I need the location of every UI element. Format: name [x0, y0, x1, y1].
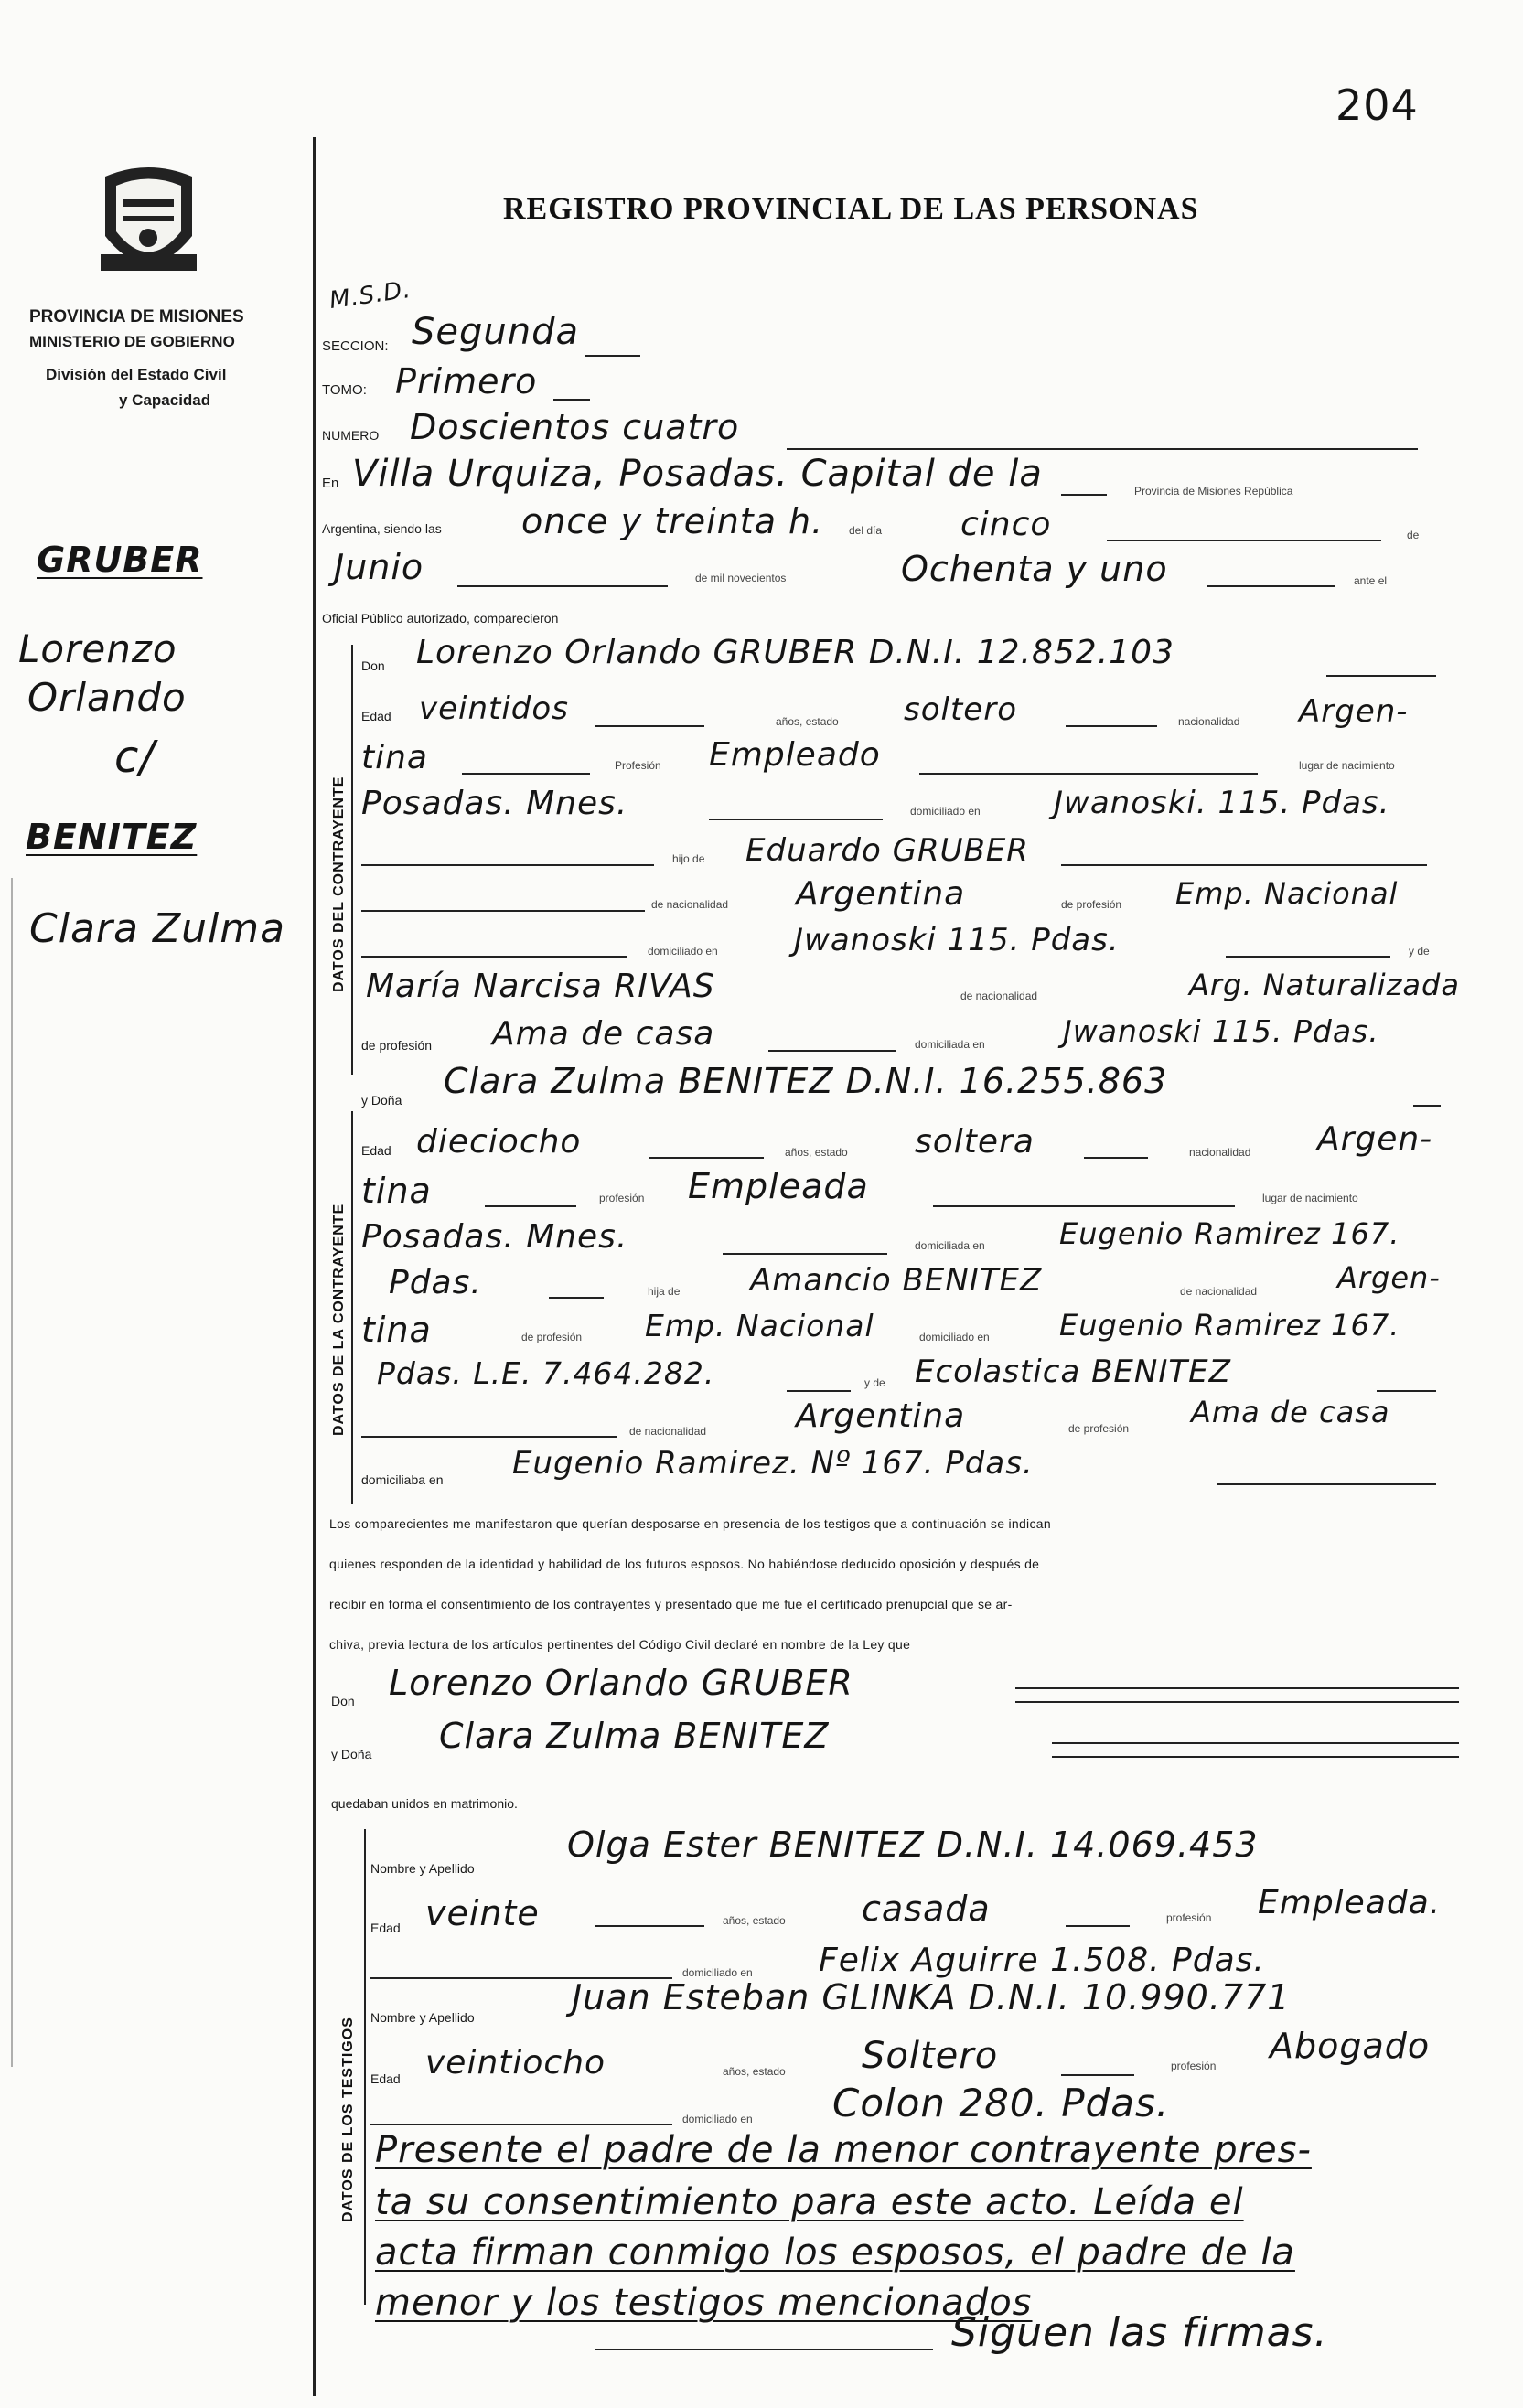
- org-ministry: MINISTERIO DE GOBIERNO: [29, 333, 235, 350]
- estado-label-2: años, estado: [785, 1146, 848, 1159]
- margin-given-1b: Orlando: [27, 675, 187, 720]
- decl-don-name: Lorenzo Orlando GRUBER: [389, 1663, 853, 1703]
- en-label: En: [322, 476, 339, 491]
- contrayenta-side-label: DATOS DE LA CONTRAYENTE: [331, 1203, 347, 1436]
- contrayente-profesion: Empleado: [709, 736, 881, 774]
- numero-label: NUMERO: [322, 428, 380, 443]
- contrayente-padre-nac: Argentina: [796, 875, 966, 913]
- y-de-label: y de: [1409, 945, 1430, 958]
- declaracion-line-2: quienes responden de la identidad y habilidad de los futuros esposos. No habiéndose deducido oposición y después de: [329, 1557, 1040, 1571]
- nota-line-4: menor y los testigos mencionados: [375, 2282, 1033, 2324]
- declaracion-line-1: Los comparecientes me manifestaron que querían desposarse en presencia de los testigos que a continuación se indican: [329, 1516, 1051, 1531]
- contrayente-madre-nac: Arg. Naturalizada: [1189, 968, 1460, 1002]
- contrayenta-edad: dieciocho: [416, 1123, 582, 1161]
- page-number: 204: [1335, 80, 1419, 130]
- contrayente-padre-dom: Jwanoski 115. Pdas.: [794, 922, 1120, 958]
- page-edge-line: [11, 878, 13, 2067]
- tomo-value: Primero: [395, 361, 538, 401]
- provincial-seal: [96, 163, 201, 286]
- contrayenta-madre-dom: Eugenio Ramirez. Nº 167. Pdas.: [512, 1445, 1034, 1482]
- argentina-label: Argentina, siendo las: [322, 521, 442, 536]
- t1-dom: Felix Aguirre 1.508. Pdas.: [819, 1942, 1265, 1979]
- t2-prof-label: profesión: [1171, 2060, 1217, 2072]
- nota-line-1: Presente el padre de la menor contrayente pres-: [375, 2129, 1312, 2171]
- y-de-label-2: y de: [864, 1376, 885, 1389]
- contrayente-nac-a: Argen-: [1299, 693, 1409, 730]
- testigos-side-label: DATOS DE LOS TESTIGOS: [340, 2017, 356, 2222]
- edad-label: Edad: [361, 709, 391, 723]
- hijo-label: hijo de: [672, 852, 705, 865]
- margin-divider: [313, 137, 316, 2396]
- contrayenta-domicilio-b: Pdas.: [389, 1264, 482, 1301]
- lugar-nac-label: lugar de nacimiento: [1299, 759, 1395, 772]
- contrayente-madre: María Narcisa RIVAS: [366, 968, 715, 1005]
- t1-nombre-label: Nombre y Apellido: [370, 1861, 475, 1876]
- margin-surname-1: GRUBER: [37, 540, 203, 580]
- contrayenta-padre-nac-a: Argen-: [1337, 1260, 1441, 1295]
- de-label: de: [1407, 529, 1420, 541]
- madre-dom-label: domiciliada en: [915, 1038, 985, 1051]
- ante-label: ante el: [1354, 574, 1388, 587]
- hija-label: hija de: [648, 1285, 681, 1298]
- decl-don-label: Don: [331, 1694, 355, 1708]
- contrayenta-padre-nac-b: tina: [361, 1310, 432, 1350]
- contrayenta-madre: Ecolastica BENITEZ: [915, 1354, 1231, 1390]
- nota-line-3: acta firman conmigo los esposos, el padre de la: [375, 2231, 1295, 2274]
- padre-dom-label-2: domiciliado en: [919, 1331, 990, 1343]
- declaracion-line-4: chiva, previa lectura de los artículos pertinentes del Código Civil declaré en nombre de la Ley que: [329, 1637, 911, 1652]
- decl-unidos: quedaban unidos en matrimonio.: [331, 1796, 518, 1811]
- mes-value: Junio: [334, 547, 424, 587]
- margin-connector: c/: [114, 732, 156, 783]
- padre-nac-label: de nacionalidad: [651, 898, 729, 911]
- contrayente-madre-dom: Jwanoski 115. Pdas.: [1063, 1013, 1379, 1049]
- contrayenta-padre-dom: Eugenio Ramirez 167.: [1059, 1308, 1400, 1343]
- org-division: División del Estado Civil: [46, 366, 227, 383]
- contrayenta-nac-b: tina: [361, 1171, 432, 1211]
- dia-value: cinco: [960, 506, 1052, 543]
- decl-dona-name: Clara Zulma BENITEZ: [439, 1716, 830, 1756]
- anio-value: Ochenta y uno: [901, 549, 1168, 589]
- estado-label: años, estado: [776, 715, 839, 728]
- document-title: REGISTRO PROVINCIAL DE LAS PERSONAS: [503, 192, 1199, 226]
- margin-surname-2: BENITEZ: [26, 817, 198, 857]
- madre-prof-label: de profesión: [361, 1038, 433, 1053]
- t2-edad: veintiocho: [425, 2044, 606, 2082]
- margin-given-1a: Lorenzo: [18, 626, 177, 671]
- contrayenta-padre: Amancio BENITEZ: [750, 1262, 1043, 1299]
- t2-nombre-label: Nombre y Apellido: [370, 2010, 475, 2025]
- padre-dom-label: domiciliado en: [648, 945, 718, 958]
- org-province: PROVINCIA DE MISIONES: [29, 307, 244, 326]
- contrayenta-padre-prof: Emp. Nacional: [645, 1308, 874, 1343]
- seccion-value: Segunda: [412, 311, 579, 353]
- contrayente-padre-prof: Emp. Nacional: [1175, 876, 1399, 911]
- contrayente-domicilio: Jwanoski. 115. Pdas.: [1054, 785, 1390, 821]
- nacion-label: nacionalidad: [1178, 715, 1240, 728]
- contrayenta-madre-nac: Argentina: [796, 1397, 966, 1435]
- t2-estado: Soltero: [862, 2035, 999, 2077]
- nota-line-5: Siguen las firmas.: [951, 2309, 1328, 2356]
- contrayente-name: Lorenzo Orlando GRUBER D.N.I. 12.852.103: [416, 634, 1174, 671]
- t2-dom: Colon 280. Pdas.: [832, 2081, 1170, 2125]
- padre-prof-label: de profesión: [1061, 898, 1122, 911]
- madre-dom-label-2: domiciliaba en: [361, 1472, 444, 1487]
- contrayente-edad: veintidos: [419, 690, 569, 727]
- t2-edad-label: Edad: [370, 2071, 401, 2086]
- tomo-label: TOMO:: [322, 382, 367, 398]
- contrayenta-estado: soltera: [915, 1123, 1035, 1161]
- nota-line-2: ta su consentimiento para este acto. Leída el: [375, 2181, 1244, 2223]
- org-division-2: y Capacidad: [119, 391, 211, 409]
- lugar-nac-label-2: lugar de nacimiento: [1262, 1192, 1358, 1204]
- t1-dom-label: domiciliado en: [682, 1966, 753, 1979]
- t2-nombre: Juan Esteban GLINKA D.N.I. 10.990.771: [572, 1977, 1291, 2017]
- msd-mark: M.S.D.: [327, 275, 413, 316]
- hora-value: once y treinta h.: [521, 501, 824, 541]
- contrayente-madre-prof: Ama de casa: [492, 1015, 715, 1053]
- t2-estado-label: años, estado: [723, 2065, 786, 2078]
- t1-prof-label: profesión: [1166, 1911, 1212, 1924]
- contrayente-side-label: DATOS DEL CONTRAYENTE: [331, 776, 347, 992]
- contrayente-nac-b: tina: [361, 739, 428, 776]
- margin-given-2: Clara Zulma: [29, 905, 286, 952]
- declaracion-line-3: recibir en forma el consentimiento de los contrayentes y presentado que me fue el certificado prenupcial que se ar-: [329, 1597, 1013, 1611]
- contrayente-estado: soltero: [904, 691, 1017, 728]
- contrayenta-profesion: Empleada: [688, 1166, 869, 1206]
- padre-prof-label-2: de profesión: [521, 1331, 583, 1343]
- t1-prof: Empleada.: [1258, 1884, 1442, 1921]
- profesion-label-2: profesión: [599, 1192, 645, 1204]
- nacion-label-2: nacionalidad: [1189, 1146, 1251, 1159]
- contrayenta-lugar-nac: Posadas. Mnes.: [361, 1218, 628, 1256]
- provincia-label: Provincia de Misiones República: [1134, 485, 1293, 498]
- t1-estado: casada: [862, 1889, 991, 1929]
- decl-dona-label: y Doña: [331, 1747, 372, 1761]
- domiciliado-label: domiciliado en: [910, 805, 981, 818]
- del-dia-label: del día: [849, 524, 883, 537]
- domiciliada-label: domiciliada en: [915, 1239, 985, 1252]
- t1-nombre: Olga Ester BENITEZ D.N.I. 14.069.453: [567, 1825, 1259, 1865]
- dona-label: y Doña: [361, 1093, 402, 1108]
- contrayenta-padre-dom-b: Pdas. L.E. 7.464.282.: [377, 1355, 715, 1391]
- don-label: Don: [361, 658, 385, 673]
- t2-dom-label: domiciliado en: [682, 2113, 753, 2125]
- contrayenta-madre-prof: Ama de casa: [1191, 1395, 1390, 1429]
- madre-prof-label-2: de profesión: [1068, 1422, 1130, 1435]
- edad-label-2: Edad: [361, 1143, 391, 1158]
- contrayente-lugar-nac: Posadas. Mnes.: [361, 785, 628, 822]
- t1-edad: veinte: [425, 1893, 540, 1933]
- oficial-label: Oficial Público autorizado, comparecieron: [322, 611, 559, 626]
- seccion-label: SECCION:: [322, 338, 389, 354]
- contrayenta-nac-a: Argen-: [1317, 1120, 1433, 1158]
- contrayenta-domicilio: Eugenio Ramirez 167.: [1059, 1216, 1400, 1251]
- t2-prof: Abogado: [1270, 2026, 1431, 2066]
- numero-value: Doscientos cuatro: [410, 407, 740, 447]
- contrayenta-name: Clara Zulma BENITEZ D.N.I. 16.255.863: [444, 1061, 1168, 1101]
- anio-label: de mil novecientos: [695, 572, 787, 584]
- profesion-label: Profesión: [615, 759, 661, 772]
- madre-nac-label: de nacionalidad: [960, 990, 1038, 1002]
- t1-estado-label: años, estado: [723, 1914, 786, 1927]
- lugar-value: Villa Urquiza, Posadas. Capital de la: [352, 453, 1043, 495]
- padre-nac-label-2: de nacionalidad: [1180, 1285, 1258, 1298]
- t1-edad-label: Edad: [370, 1921, 401, 1935]
- madre-nac-label-2: de nacionalidad: [629, 1425, 707, 1438]
- contrayente-padre: Eduardo GRUBER: [745, 832, 1029, 869]
